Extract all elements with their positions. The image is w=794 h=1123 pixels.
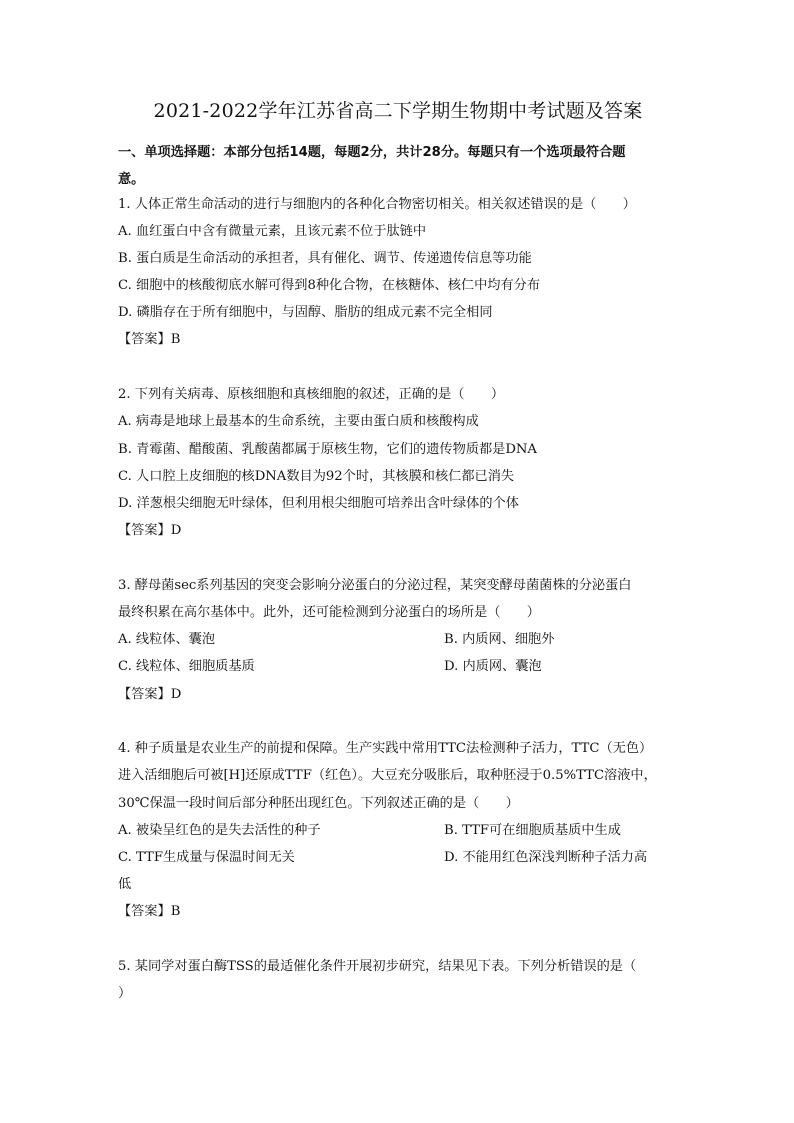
question-3-option-c: C. 线粒体、细胞质基质 — [118, 659, 255, 674]
question-3-stem-line-2: 最终积累在高尔基体中。此外，还可能检测到分泌蛋白的场所是（ ） — [118, 605, 540, 620]
question-2-answer: 【答案】D — [118, 523, 182, 538]
question-2-option-d: D. 洋葱根尖细胞无叶绿体，但利用根尖细胞可培养出含叶绿体的个体 — [118, 496, 519, 511]
question-4-option-a: A. 被染呈红色的是失去活性的种子 — [118, 823, 321, 838]
question-1-option-c: C. 细胞中的核酸彻底水解可得到8种化合物，在核糖体、核仁中均有分布 — [118, 278, 541, 293]
question-3-answer: 【答案】D — [118, 687, 182, 702]
question-2-option-a: A. 病毒是地球上最基本的生命系统，主要由蛋白质和核酸构成 — [118, 414, 479, 429]
question-1-option-d: D. 磷脂存在于所有细胞中，与固醇、脂肪的组成元素不完全相同 — [118, 305, 493, 320]
question-4-stem-line-2: 进入活细胞后可被[H]还原成TTF（红色）。大豆充分吸胀后，取种胚浸于0.5%TTC溶液中， — [118, 768, 657, 783]
question-3-option-d: D. 内质网、囊泡 — [444, 659, 542, 674]
section-heading-line-2: 意。 — [118, 172, 145, 187]
question-4-option-c: C. TTF生成量与保温时间无关 — [118, 850, 295, 865]
page-title: 2021-2022学年江苏省高二下学期生物期中考试题及答案 — [153, 100, 643, 122]
question-5-stem-line-1: 5. 某同学对蛋白酶TSS的最适催化条件开展初步研究，结果见下表。下列分析错误的是（ — [118, 959, 637, 974]
question-3-stem-line-1: 3. 酵母菌sec系列基因的突变会影响分泌蛋白的分泌过程，某突变酵母菌菌株的分泌蛋白 — [118, 578, 632, 593]
question-1-option-b: B. 蛋白质是生命活动的承担者，具有催化、调节、传递遗传信息等功能 — [118, 251, 532, 266]
question-2-stem: 2. 下列有关病毒、原核细胞和真核细胞的叙述，正确的是（ ） — [118, 387, 505, 402]
question-4-option-d-overflow: 低 — [118, 877, 132, 892]
question-3-option-b: B. 内质网、细胞外 — [444, 632, 555, 647]
question-4-option-b: B. TTF可在细胞质基质中生成 — [444, 823, 621, 838]
question-1-answer: 【答案】B — [118, 332, 181, 347]
question-5-stem-line-2: ） — [118, 986, 132, 1001]
question-2-option-b: B. 青霉菌、醋酸菌、乳酸菌都属于原核生物，它们的遗传物质都是DNA — [118, 442, 537, 457]
question-3-option-a: A. 线粒体、囊泡 — [118, 632, 216, 647]
question-2-option-c: C. 人口腔上皮细胞的核DNA数目为92个时，其核膜和核仁都已消失 — [118, 469, 515, 484]
question-4-answer: 【答案】B — [118, 904, 181, 919]
question-4-stem-line-1: 4. 种子质量是农业生产的前提和保障。生产实践中常用TTC法检测种子活力，TTC（无色） — [118, 741, 653, 756]
question-4-option-d: D. 不能用红色深浅判断种子活力高 — [444, 850, 648, 865]
question-1-stem: 1. 人体正常生命活动的进行与细胞内的各种化合物密切相关。相关叙述错误的是（ ） — [118, 197, 636, 212]
question-4-stem-line-3: 30℃保温一段时间后部分种胚出现红色。下列叙述正确的是（ ） — [118, 796, 519, 811]
question-1-option-a: A. 血红蛋白中含有微量元素，且该元素不位于肽链中 — [118, 224, 427, 239]
section-heading-line-1: 一、单项选择题：本部分包括14题，每题2分，共计28分。每题只有一个选项最符合题 — [118, 145, 626, 160]
